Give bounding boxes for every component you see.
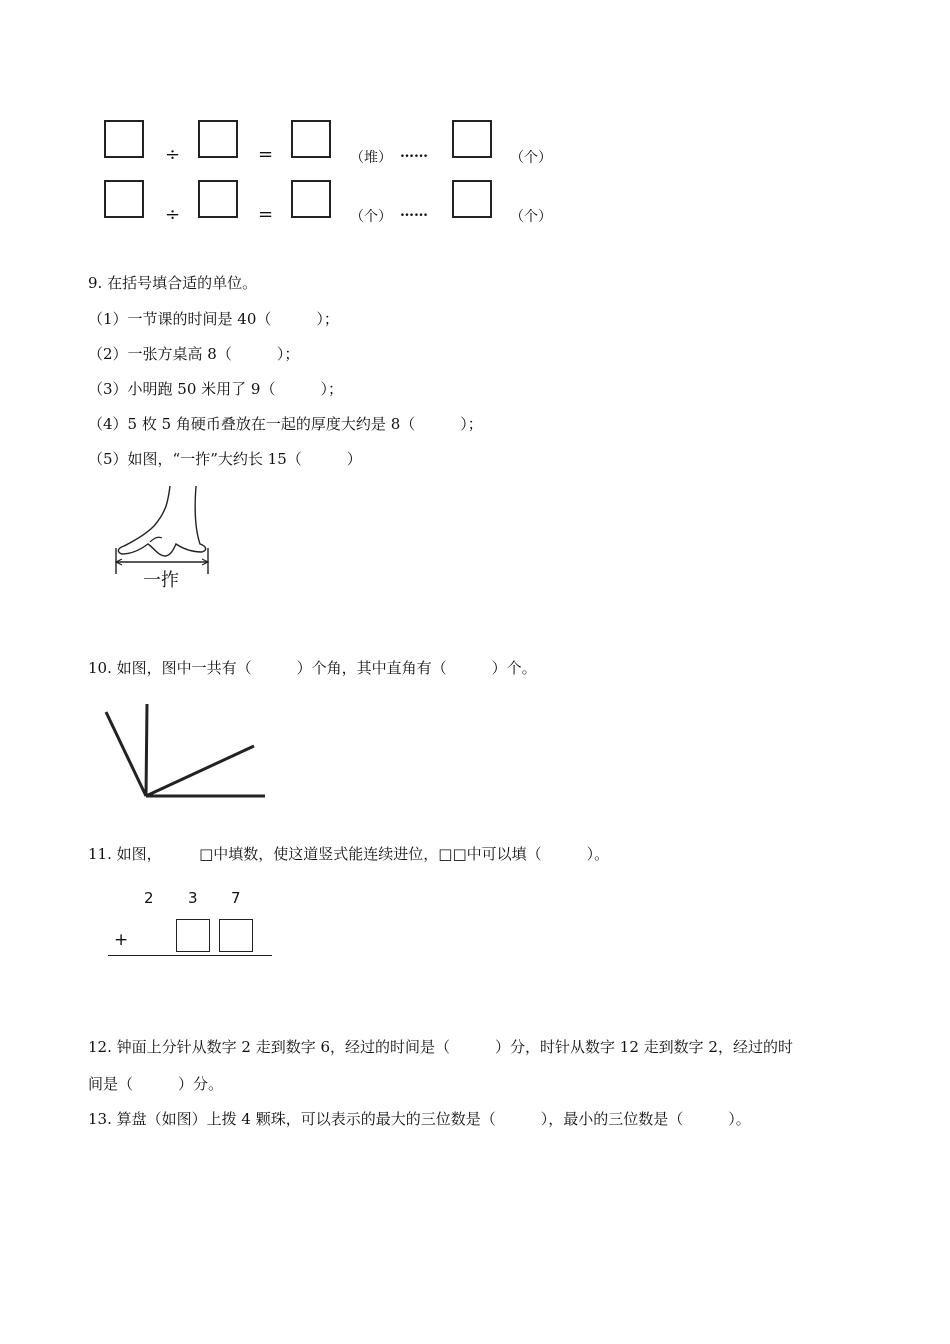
equals-sign: = (258, 204, 274, 225)
ray-left (106, 712, 146, 796)
remainder-dots: …… (400, 204, 428, 220)
digit-ones: 7 (231, 889, 241, 907)
q10-text: 10. 如图，图中一共有（ ）个角，其中直角有（ ）个。 (88, 659, 537, 677)
plus-sign: + (114, 930, 129, 950)
q9-item-4: （4）5 枚 5 角硬币叠放在一起的厚度大约是 8（ ）； (88, 415, 483, 433)
answer-box[interactable] (198, 180, 238, 218)
q9-item-5: （5）如图，“一拃”大约长 15（ ） (88, 450, 362, 468)
addend-tens-box[interactable] (176, 919, 210, 952)
q9-item-3: （3）小明跑 50 米用了 9（ ）； (88, 380, 343, 398)
q9-title: 9. 在括号填合适的单位。 (88, 274, 258, 292)
q9-item-1: （1）一节课的时间是 40（ ）； (88, 310, 339, 328)
ray-vertical (146, 704, 147, 796)
digit-tens: 3 (188, 889, 198, 907)
angles-figure (100, 700, 270, 804)
hand-outline (118, 486, 205, 556)
answer-box[interactable] (452, 120, 492, 158)
divide-sign: ÷ (165, 144, 181, 165)
unit-label: （个） (350, 209, 392, 225)
q9-item-2: （2）一张方桌高 8（ ）； (88, 345, 300, 363)
equals-sign: = (258, 144, 274, 165)
ray-diagonal (146, 746, 254, 796)
unit-label: （个） (510, 150, 552, 166)
q12-line-2: 间是（ ）分。 (88, 1075, 224, 1093)
answer-box[interactable] (198, 120, 238, 158)
sum-line (108, 955, 272, 956)
q13-text: 13. 算盘（如图）上拨 4 颗珠，可以表示的最大的三位数是（ ），最小的三位数是（ ）。 (88, 1110, 751, 1128)
hand-span-label: 一拃 (143, 570, 179, 591)
remainder-dots: …… (400, 145, 428, 161)
answer-box[interactable] (104, 120, 144, 158)
answer-box[interactable] (291, 120, 331, 158)
digit-hundreds: 2 (144, 889, 154, 907)
unit-label: （个） (510, 209, 552, 225)
q12-line-1: 12. 钟面上分针从数字 2 走到数字 6，经过的时间是（ ）分，时针从数字 12 走到数字 2，经过的时 (88, 1038, 793, 1056)
divide-sign: ÷ (165, 204, 181, 225)
answer-box[interactable] (452, 180, 492, 218)
q11-text: 11. 如图， □中填数，使这道竖式能连续进位，□□中可以填（ ）。 (88, 845, 610, 863)
answer-box[interactable] (104, 180, 144, 218)
addend-ones-box[interactable] (219, 919, 253, 952)
unit-label: （堆） (350, 150, 392, 166)
answer-box[interactable] (291, 180, 331, 218)
